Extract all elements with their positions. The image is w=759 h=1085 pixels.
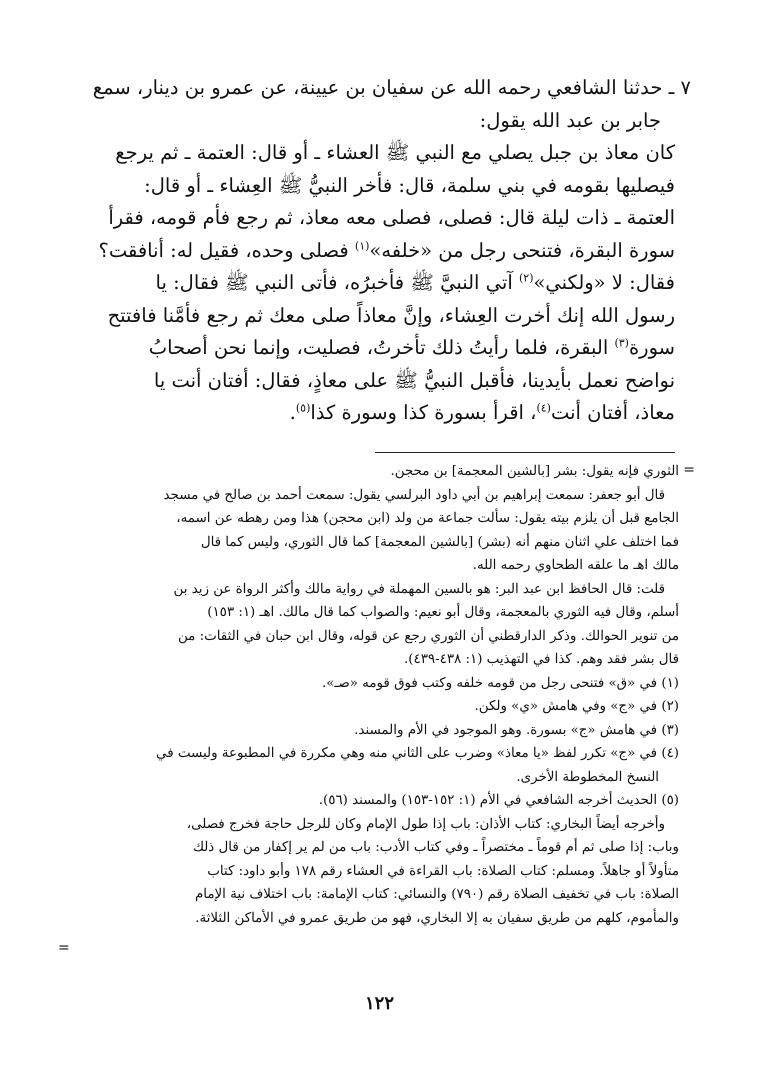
hadith-text xyxy=(88,72,691,430)
page-number: ١٢٢ xyxy=(364,993,394,1014)
footnote-line: قلت: قال الحافظ ابن عبد البر: هو بالسين المهملة في رواية مالك وأكثر الرواة عن زيد بن xyxy=(173,581,665,597)
main-text: سورة البقرة، فتنحى رجل من «خلفه» xyxy=(369,238,675,262)
footnote-separator xyxy=(375,452,675,453)
continuation-marker: = xyxy=(683,462,695,478)
main-text: . xyxy=(289,401,296,424)
footnote-ref: (٥) xyxy=(295,401,311,415)
main-text: فقال: لا «ولكني» xyxy=(533,271,675,294)
footnote-line: قال بشر فقد وهم. كذا في التهذيب (١: ٤٣٨-٤٣٩). xyxy=(404,652,679,667)
footnote-line: فما اختلف علي اثنان منهم أنه (بشر) [بالشين المعجمة] كما قال الثوري، وليس كما قال xyxy=(200,534,679,550)
footnote-line: قال أبو جعفر: سمعت إبراهيم بن أبي داود البرلسي يقول: سمعت أحمد بن صالح في مسجد xyxy=(163,487,665,503)
main-text: سورة xyxy=(628,336,675,359)
main-line xyxy=(88,267,675,300)
footnote-ref: (٤) xyxy=(536,401,551,415)
main-line: جابر بن عبد الله يقول: xyxy=(479,108,661,132)
main-text: ، اقرأ بسورة كذا وسورة كذا xyxy=(310,401,537,424)
footnote-line: (١) في «ق» فتنحى رجل من قومه خلفه وكتب فوق قومه «صـ». xyxy=(321,675,679,691)
main-line: ٧ ـ حدثنا الشافعي رحمه الله عن سفيان بن عيينة، عن عمرو بن دينار، سمع xyxy=(92,76,691,99)
main-line: نواضح نعمل بأيدينا، فأقبل النبيُّ ﷺ على معاذٍ، فقال: أفتان أنت يا xyxy=(153,368,675,392)
main-text: معاذ، أفتان أنت xyxy=(550,401,675,424)
footnote-line: وأخرجه أيضاً البخاري: كتاب الأذان: باب إذا طول الإمام وكان للرجل حاجة فخرج فصلى، xyxy=(186,816,665,832)
footnote-line: (٢) في «ج» وفي هامش «ي» ولكن. xyxy=(474,699,679,714)
continuation-marker: = xyxy=(58,940,70,956)
main-line: كان معاذ بن جبل يصلي مع النبي ﷺ العشاء ـ أو قال: العتمة ـ ثم يرجع xyxy=(115,141,675,164)
main-text: فصلى وحده، فقيل له: أنافقت؟ xyxy=(98,238,355,262)
main-line xyxy=(88,332,675,365)
footnote-line: متأولاً أو جاهلاً. ومسلم: كتاب الصلاة: باب القراءة في العشاء رقم ١٧٨ وأبو داود: كتاب xyxy=(207,863,679,879)
main-text: البقرة، فلما رأيتُ ذلك تأخرتُ، فصليت، وإنما نحن أصحابُ xyxy=(148,336,615,359)
main-line: رسول الله إنك أخرت العِشاء، وإنَّ معاذاً صلى معك ثم رجع فأمَّنا فافتتح xyxy=(107,303,675,327)
main-line xyxy=(88,235,675,268)
footnote-line: من تنوير الحوالك. وذكر الدارقطني أن الثوري رجع عن قوله، وقال ابن حبان في الثقات: من xyxy=(177,628,679,644)
footnote-line: والمأموم، كلهم من طريق سفيان به إلا البخاري، فهو من طريق عمرو في الأماكن الثلاثة. xyxy=(195,910,679,926)
footnote-line: (٣) في هامش «ج» بسورة. وهو الموجود في الأم والمسند. xyxy=(354,722,679,738)
footnote-line: (٤) في «ج» تكرر لفظ «يا معاذ» وضرب على الثاني منه وهي مكررة في المطبوعة وليست في xyxy=(156,746,679,761)
footnote-line: أسلم، وقال فيه الثوري بالمعجمة، وقال أبو نعيم: والصواب كما قال مالك. اهـ (١: ١٥٣) xyxy=(207,605,679,620)
footnote-ref: (١) xyxy=(354,239,370,252)
main-text: آتي النبيَّ ﷺ فأخبرُه، فأتى النبي ﷺ فقال: يا xyxy=(155,271,519,294)
footnote-line: الصلاة: باب في تخفيف الصلاة رقم (٧٩٠) والنسائي: كتاب الإمامة: باب اختلاف نية الإمام xyxy=(195,887,679,902)
footnote-line: الجامع قبل أن يلزم بيته يقول: سألت جماعة من ولد (ابن محجن) هذا ومن رهطه عن اسمه، xyxy=(176,511,679,526)
footnote-ref: (٢) xyxy=(518,271,534,285)
footnote-line: مالك اهـ ما علقه الطحاوي رحمه الله. xyxy=(472,558,679,573)
footnote-line: النسخ المخطوطة الأخرى. xyxy=(516,769,659,785)
footnote-ref: (٣) xyxy=(614,336,629,350)
main-line: فيصليها بقومه في بني سلمة، قال: فأخر النبيُّ ﷺ العِشاء ـ أو قال: xyxy=(144,173,675,197)
footnote-line: (٥) الحديث أخرجه الشافعي في الأم (١: ١٥٢-١٥٣) والمسند (٥٦). xyxy=(318,793,679,808)
footnotes xyxy=(78,460,679,930)
main-line: العتمة ـ ذات ليلة قال: فصلى، فصلى معه معاذ، ثم رجع فأم قومه، فقرأ xyxy=(108,206,675,229)
main-line xyxy=(88,397,675,430)
footnote-line: الثوري فإنه يقول: بشر [بالشين المعجمة] بن محجن. xyxy=(390,464,679,479)
footnote-line: وباب: إذا صلى ثم أم قوماً ـ مختصراً ـ وفي كتاب الأدب: باب من لم ير إكفار من قال ذلك xyxy=(192,840,679,855)
